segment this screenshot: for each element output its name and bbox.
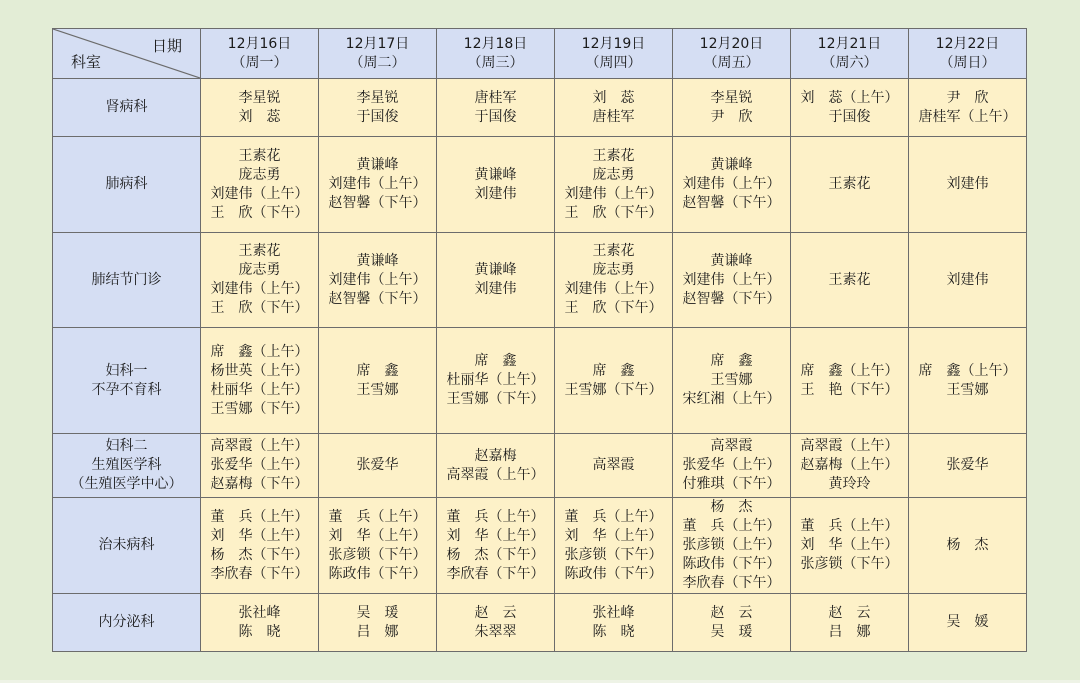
doctor-cell xyxy=(319,233,437,328)
day-weekday: （周六） xyxy=(821,54,878,71)
doctor-cell xyxy=(319,594,437,652)
doctor-cell xyxy=(673,233,791,328)
doctor-cell xyxy=(319,328,437,434)
day-date: 12月21日 xyxy=(817,35,882,52)
doctor-name: 张爱华（上午） xyxy=(210,457,309,473)
doctor-name: 席 鑫 xyxy=(474,353,517,369)
doctor-name: 刘 蕊 xyxy=(238,108,281,125)
doctor-name: 张社峰 xyxy=(592,604,635,621)
doctor-name: 于国俊 xyxy=(356,108,399,125)
day-weekday: （周四） xyxy=(585,54,642,71)
doctor-name: 刘建伟（上午） xyxy=(328,176,427,192)
doctor-name: 张爱华（上午） xyxy=(682,457,781,473)
schedule-row xyxy=(53,434,1027,498)
day-header-cell xyxy=(201,29,319,79)
doctor-cell xyxy=(673,328,791,434)
doctor-name: 王 欣（下午） xyxy=(564,204,663,221)
doctor-name: 庞志勇 xyxy=(592,262,635,278)
doctor-name: 庞志勇 xyxy=(238,166,281,183)
doctor-cell xyxy=(909,498,1027,594)
day-header-cell xyxy=(791,29,909,79)
doctor-name: 刘建伟 xyxy=(946,271,989,288)
doctor-name: 陈 晓 xyxy=(592,623,635,640)
doctor-name: 王素花 xyxy=(592,147,635,164)
doctor-cell xyxy=(673,137,791,233)
doctor-name: 吕 娜 xyxy=(828,623,871,640)
doctor-name: 黄谦峰 xyxy=(710,252,753,269)
doctor-name: 唐桂军（上午） xyxy=(918,108,1017,125)
doctor-name: 王雪娜（下午） xyxy=(446,391,545,407)
day-weekday: （周日） xyxy=(939,54,996,71)
doctor-name: 李星锐 xyxy=(710,89,753,106)
doctor-cell xyxy=(201,233,319,328)
department-cell xyxy=(53,79,201,137)
doctor-name: 陈 晓 xyxy=(238,623,281,640)
doctor-cell xyxy=(555,498,673,594)
doctor-name: 于国俊 xyxy=(828,108,871,125)
doctor-name: 席 鑫 xyxy=(356,362,399,379)
doctor-cell xyxy=(791,233,909,328)
doctor-name: 张彦锁（下午） xyxy=(328,546,427,563)
doctor-name: 黄谦峰 xyxy=(356,252,399,269)
schedule-body xyxy=(53,79,1027,652)
doctor-name: 张彦锁（上午） xyxy=(682,537,781,553)
doctor-name: 刘 蕊 xyxy=(592,89,635,106)
doctor-name: 张彦锁（下午） xyxy=(564,546,663,563)
doctor-cell xyxy=(437,79,555,137)
doctor-name: 宋红湘（上午） xyxy=(682,391,781,407)
day-date: 12月22日 xyxy=(935,35,1000,52)
doctor-name: 李欣春（下午） xyxy=(682,575,781,591)
doctor-name: 唐桂军 xyxy=(592,108,635,125)
day-header-cell xyxy=(555,29,673,79)
doctor-name: 席 鑫（上午） xyxy=(210,343,309,360)
doctor-cell xyxy=(201,328,319,434)
doctor-name: 刘 华（上午） xyxy=(800,537,899,553)
schedule-row xyxy=(53,594,1027,652)
day-date: 12月17日 xyxy=(345,35,410,52)
doctor-name: 庞志勇 xyxy=(592,166,635,183)
doctor-name: 杜丽华（上午） xyxy=(210,381,309,398)
department-cell xyxy=(53,233,201,328)
doctor-name: 赵 云 xyxy=(474,604,517,621)
doctor-name: 吴 瑗 xyxy=(710,623,753,640)
day-weekday: （周五） xyxy=(703,54,760,71)
doctor-name: 刘建伟（上午） xyxy=(210,281,309,297)
department-name: 内分泌科 xyxy=(98,614,155,630)
corner-header-cell xyxy=(53,29,201,79)
doctor-name: 刘 华（上午） xyxy=(446,527,545,544)
doctor-name: 陈政伟（下午） xyxy=(682,556,781,572)
doctor-cell xyxy=(201,434,319,498)
department-cell xyxy=(53,434,201,498)
doctor-name: 王 欣（下午） xyxy=(564,300,663,316)
doctor-cell xyxy=(909,233,1027,328)
doctor-name: 高翠霞 xyxy=(592,457,635,473)
doctor-name: 赵智馨（下午） xyxy=(682,290,781,307)
doctor-cell xyxy=(319,79,437,137)
doctor-name: 王素花 xyxy=(238,147,281,164)
doctor-cell xyxy=(201,594,319,652)
doctor-name: 杨 杰 xyxy=(946,537,989,553)
doctor-cell xyxy=(437,328,555,434)
doctor-name: 庞志勇 xyxy=(238,262,281,278)
day-weekday: （周二） xyxy=(349,54,406,71)
schedule-row xyxy=(53,137,1027,233)
doctor-name: 黄谦峰 xyxy=(356,157,399,173)
doctor-name: 于国俊 xyxy=(474,108,517,125)
doctor-name: 高翠霞 xyxy=(710,438,753,454)
doctor-cell xyxy=(437,498,555,594)
doctor-name: 刘建伟（上午） xyxy=(328,271,427,288)
doctor-cell xyxy=(437,434,555,498)
department-cell xyxy=(53,328,201,434)
doctor-cell xyxy=(673,434,791,498)
doctor-cell xyxy=(201,79,319,137)
doctor-name: 王素花 xyxy=(828,271,871,288)
doctor-name: 刘 华（上午） xyxy=(328,527,427,544)
doctor-cell xyxy=(201,498,319,594)
doctor-name: 刘 华（上午） xyxy=(210,527,309,544)
corner-dept-label: 科室 xyxy=(71,53,102,71)
doctor-cell xyxy=(319,434,437,498)
doctor-name: 黄谦峰 xyxy=(474,262,517,278)
doctor-name: 王雪娜 xyxy=(710,372,753,388)
doctor-name: 赵智馨（下午） xyxy=(328,290,427,307)
doctor-name: 董 兵（上午） xyxy=(328,508,427,525)
doctor-name: 高翠霞（上午） xyxy=(800,438,899,454)
doctor-name: 黄玲玲 xyxy=(828,476,871,492)
doctor-cell xyxy=(201,137,319,233)
doctor-name: 王素花 xyxy=(828,176,871,192)
doctor-cell xyxy=(909,79,1027,137)
doctor-name: 李欣春（下午） xyxy=(210,565,309,582)
doctor-name: 王素花 xyxy=(238,243,281,259)
doctor-name: 董 兵（上午） xyxy=(446,508,545,525)
doctor-name: 高翠霞（上午） xyxy=(210,438,309,454)
doctor-name: 王素花 xyxy=(592,243,635,259)
doctor-name: 席 鑫 xyxy=(592,362,635,379)
day-header-cell xyxy=(909,29,1027,79)
doctor-name: 席 鑫（上午） xyxy=(800,362,899,379)
doctor-cell xyxy=(555,137,673,233)
doctor-name: 吴 媛 xyxy=(946,614,989,630)
doctor-name: 高翠霞（上午） xyxy=(446,466,545,483)
day-date: 12月16日 xyxy=(227,35,292,52)
doctor-cell xyxy=(909,434,1027,498)
doctor-cell xyxy=(437,137,555,233)
department-cell xyxy=(53,594,201,652)
doctor-name: 刘建伟（上午） xyxy=(682,176,781,192)
doctor-name: 席 鑫 xyxy=(710,353,753,369)
doctor-name: 杨世英（上午） xyxy=(210,362,309,379)
day-weekday: （周一） xyxy=(231,54,288,71)
header-row xyxy=(53,29,1027,79)
doctor-name: 刘建伟 xyxy=(474,281,517,297)
department-name: 肾病科 xyxy=(105,99,148,115)
doctor-cell xyxy=(437,594,555,652)
doctor-name: 黄谦峰 xyxy=(474,166,517,183)
doctor-name: 朱翠翠 xyxy=(474,623,517,640)
doctor-name: 王雪娜（下午） xyxy=(210,400,309,417)
doctor-name: 刘建伟（上午） xyxy=(682,271,781,288)
doctor-name: 刘建伟（上午） xyxy=(210,185,309,202)
day-header-cell xyxy=(673,29,791,79)
day-date: 12月18日 xyxy=(463,35,528,52)
doctor-cell xyxy=(909,137,1027,233)
doctor-name: 刘 蕊（上午） xyxy=(800,89,899,106)
doctor-name: 李星锐 xyxy=(238,89,281,106)
doctor-name: 赵嘉梅（下午） xyxy=(210,476,309,492)
schedule-row xyxy=(53,328,1027,434)
department-name: 不孕不育科 xyxy=(91,381,162,398)
doctor-name: 刘建伟 xyxy=(946,176,989,192)
doctor-name: 付雅琪（下午） xyxy=(682,476,781,492)
department-name: 肺结节门诊 xyxy=(91,271,162,288)
doctor-cell xyxy=(791,328,909,434)
doctor-name: 赵智馨（下午） xyxy=(328,195,427,211)
doctor-cell xyxy=(319,137,437,233)
department-cell xyxy=(53,498,201,594)
doctor-name: 赵嘉梅 xyxy=(474,447,517,464)
doctor-cell xyxy=(791,498,909,594)
doctor-cell xyxy=(555,594,673,652)
doctor-cell xyxy=(673,498,791,594)
doctor-name: 董 兵（上午） xyxy=(682,518,781,534)
doctor-cell xyxy=(673,594,791,652)
doctor-name: 席 鑫（上午） xyxy=(918,362,1017,379)
doctor-cell xyxy=(555,328,673,434)
doctor-name: 张彦锁（下午） xyxy=(800,556,899,572)
doctor-name: 陈政伟（下午） xyxy=(564,565,663,582)
day-header-cell xyxy=(319,29,437,79)
doctor-name: 王 欣（下午） xyxy=(210,300,309,316)
doctor-cell xyxy=(673,79,791,137)
doctor-name: 王雪娜 xyxy=(356,381,399,398)
doctor-name: 吴 瑗 xyxy=(356,604,399,621)
department-name: 妇科一 xyxy=(105,362,148,379)
doctor-cell xyxy=(909,328,1027,434)
duty-schedule-sheet xyxy=(52,28,1026,650)
doctor-name: 杨 杰（下午） xyxy=(446,546,545,563)
doctor-name: 吕 娜 xyxy=(356,623,399,640)
department-name: 生殖医学科 xyxy=(91,457,162,473)
doctor-name: 刘建伟（上午） xyxy=(564,185,663,202)
doctor-cell xyxy=(555,233,673,328)
doctor-name: 刘 华（上午） xyxy=(564,527,663,544)
day-header-cell xyxy=(437,29,555,79)
doctor-cell xyxy=(791,79,909,137)
duty-schedule-table xyxy=(52,28,1027,652)
doctor-name: 尹 欣 xyxy=(946,89,989,106)
doctor-cell xyxy=(555,434,673,498)
corner-date-label: 日期 xyxy=(151,37,182,55)
doctor-name: 陈政伟（下午） xyxy=(328,565,427,582)
doctor-name: 刘建伟（上午） xyxy=(564,281,663,297)
doctor-cell xyxy=(791,594,909,652)
doctor-cell xyxy=(791,434,909,498)
doctor-name: 董 兵（上午） xyxy=(800,518,899,534)
doctor-cell xyxy=(437,233,555,328)
doctor-name: 王 欣（下午） xyxy=(210,204,309,221)
doctor-name: 唐桂军 xyxy=(474,89,517,106)
doctor-name: 赵 云 xyxy=(710,604,753,621)
doctor-name: 张爱华 xyxy=(946,457,989,473)
doctor-name: 刘建伟 xyxy=(474,185,517,202)
department-name: 妇科二 xyxy=(105,438,148,454)
doctor-cell xyxy=(909,594,1027,652)
department-name: 治未病科 xyxy=(98,537,155,553)
doctor-name: 李星锐 xyxy=(356,89,399,106)
doctor-name: 赵智馨（下午） xyxy=(682,195,781,211)
day-weekday: （周三） xyxy=(467,54,524,71)
schedule-row xyxy=(53,79,1027,137)
doctor-name: 杨 杰（下午） xyxy=(210,546,309,563)
doctor-name: 杜丽华（上午） xyxy=(446,372,545,388)
department-cell xyxy=(53,137,201,233)
doctor-name: 李欣春（下午） xyxy=(446,565,545,582)
doctor-name: 杨 杰 xyxy=(710,499,753,515)
doctor-name: 张爱华 xyxy=(356,457,399,473)
doctor-cell xyxy=(791,137,909,233)
doctor-name: 董 兵（上午） xyxy=(564,508,663,525)
doctor-name: 王雪娜 xyxy=(946,381,989,398)
schedule-row xyxy=(53,498,1027,594)
doctor-cell xyxy=(319,498,437,594)
doctor-name: 尹 欣 xyxy=(710,108,753,125)
department-name: 肺病科 xyxy=(105,176,148,192)
schedule-row xyxy=(53,233,1027,328)
doctor-name: 赵 云 xyxy=(828,604,871,621)
doctor-name: 王 艳（下午） xyxy=(800,381,899,398)
department-name: （生殖医学中心） xyxy=(70,476,183,492)
doctor-cell xyxy=(555,79,673,137)
doctor-name: 张社峰 xyxy=(238,604,281,621)
doctor-name: 王雪娜（下午） xyxy=(564,381,663,398)
doctor-name: 董 兵（上午） xyxy=(210,508,309,525)
doctor-name: 赵嘉梅（上午） xyxy=(800,457,899,473)
day-date: 12月20日 xyxy=(699,35,764,52)
day-date: 12月19日 xyxy=(581,35,646,52)
doctor-name: 黄谦峰 xyxy=(710,157,753,173)
